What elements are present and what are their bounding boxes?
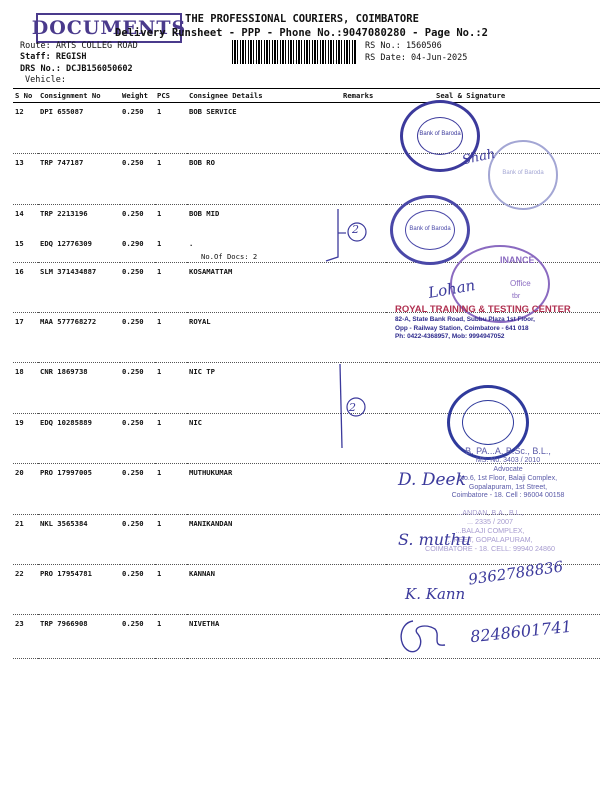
rs-number: RS No.: 1560506 (365, 41, 442, 51)
row-sno: 19 (13, 414, 38, 464)
signature-row-13: Shah (460, 146, 497, 169)
runsheet-title: Delivery Runsheet - PPP - Phone No.:9047080280 - Page No.:2 (115, 27, 488, 39)
row-sno: 13 (13, 154, 38, 205)
row-consignment: PRO 17954781 (38, 565, 120, 615)
row-consignee: ROYAL (187, 313, 341, 363)
bank-seal-b-text: Bank of Baroda (502, 170, 544, 176)
row-weight: 0.250 (122, 209, 144, 218)
col-consignee-header: Consignee Details (187, 89, 341, 103)
row-sno: 12 (13, 103, 38, 154)
row-remarks (341, 154, 386, 205)
row-pcs: 1 (157, 209, 162, 218)
vehicle-label: Vehicle: (25, 75, 66, 85)
signature-row-23-scribble (395, 615, 455, 657)
row-sno: 17 (13, 313, 38, 363)
row-consignee: NIVETHA (187, 615, 341, 659)
row-weight: 0.250 (120, 615, 155, 659)
row-remarks (341, 615, 386, 659)
row-pcs: 1 (155, 235, 187, 263)
row-consignment: EDQ 12776309 (38, 235, 120, 263)
col-pcs-header: PCS (155, 89, 187, 103)
row-consignment: PRO 17997005 (38, 464, 120, 515)
row-sno: 18 (13, 363, 38, 414)
bank-seal-c-text: Bank of Baroda (409, 226, 451, 232)
row-sno: 14 (15, 209, 24, 218)
row-pcs: 1 (155, 414, 187, 464)
row-sno: 23 (13, 615, 38, 659)
row-remarks (341, 515, 386, 565)
signature-row-20: D. Deek (398, 470, 466, 490)
row-weight: 0.250 (120, 464, 155, 515)
row-consignment: DPI 655087 (38, 103, 120, 154)
row-consignment: NKL 3565384 (38, 515, 120, 565)
faint-stamp-line5: COIMBATORE - 18. CELL: 99940 24860 (425, 544, 555, 553)
finance-seal-line3: tbr (512, 293, 521, 300)
row-pcs: 1 (155, 615, 187, 659)
row-weight: 0.250 (120, 515, 155, 565)
row-remarks (341, 313, 386, 363)
signature-row-22-name: K. Kann (405, 585, 466, 603)
col-weight-header: Weight (120, 89, 155, 103)
row-consignee: MUTHUKUMAR (187, 464, 341, 515)
row-consignment: TRP 2213196 (40, 209, 88, 218)
row-consignee: KOSAMATTAM (187, 263, 341, 313)
row-sno: 20 (13, 464, 38, 515)
col-remarks-header: Remarks (341, 89, 386, 103)
advocate-addr2: Gopalapuram, 1st Street, (468, 483, 548, 491)
row-sno: 21 (13, 515, 38, 565)
advocate-addr3: Coimbatore - 18. Cell : 96004 00158 (451, 492, 565, 500)
row-sno: 16 (13, 263, 38, 313)
bank-seal-c (390, 195, 470, 265)
table-row (13, 205, 600, 235)
faint-stamp-line3: ...BALAJI COMPLEX, (455, 526, 525, 535)
signature-row-22-phone: 9362788836 (467, 557, 565, 589)
row-consignee: MANIKANDAN (187, 515, 341, 565)
row-consignee: BOB RO (187, 154, 341, 205)
row-pcs: 1 (155, 263, 187, 313)
finance-seal-line1: INANCE (500, 255, 535, 265)
col-seal-header: Seal & Signature (386, 89, 600, 103)
row-remarks (341, 565, 386, 615)
row-pcs: 1 (155, 363, 187, 414)
row-sno: 15 (13, 235, 38, 263)
row-consignee: NIC (187, 414, 341, 464)
row-consignee (187, 235, 341, 263)
barcode (232, 40, 356, 64)
row-weight: 0.250 (120, 565, 155, 615)
row-weight: 0.250 (120, 154, 155, 205)
col-sno-header: S No (13, 89, 38, 103)
route-label: Route: ARTS COLLEG ROAD (20, 41, 138, 51)
row-consignee: BOB SERVICE (187, 103, 341, 154)
row-weight: 0.290 (120, 235, 155, 263)
row-sno: 22 (13, 565, 38, 615)
row-consignment: TRP 7966908 (38, 615, 120, 659)
row-weight: 0.250 (120, 363, 155, 414)
row-weight: 0.250 (120, 263, 155, 313)
faint-stamp-line4: ...REET, GOPALAPURAM, (447, 535, 533, 544)
row-weight: 0.250 (120, 313, 155, 363)
remarks-bracket-mark-a (320, 205, 380, 275)
row-consignment: CNR 1869738 (38, 363, 120, 414)
row-weight: 0.250 (120, 103, 155, 154)
signature-row-23-phone: 8248601741 (469, 616, 573, 647)
staff-label: Staff: REGISH (20, 52, 87, 62)
row-consignment: MAA 577768272 (38, 313, 120, 363)
training-center-line2: Opp - Railway Station, Coimbatore - 641 018 (395, 324, 529, 332)
bank-seal-b (488, 140, 558, 210)
row-pcs: 1 (155, 154, 187, 205)
docs-count: No.Of Docs: 2 (201, 251, 258, 261)
company-name: THE PROFESSIONAL COURIERS, COIMBATORE (185, 13, 419, 25)
training-center-line1: 82-A, State Bank Road, Subbu Plaza 1st Floor, (395, 316, 535, 324)
advocate-role: Advocate (493, 466, 523, 473)
row-weight: 0.250 (120, 414, 155, 464)
row-pcs: 1 (155, 464, 187, 515)
training-center-stamp (395, 304, 600, 341)
advocate-name: B. PA...A, B.Sc., B.L., (465, 446, 551, 456)
finance-seal-line2: Office (510, 279, 531, 288)
documents-stamp: DOCUMENTS (36, 13, 182, 43)
row-consignment: SLM 371434887 (38, 263, 120, 313)
row-consignee-text: . (189, 238, 194, 248)
table-header-row (13, 89, 600, 103)
row-consignment: TRP 747187 (38, 154, 120, 205)
advocate-addr1: No.6, 1st Floor, Balaji Complex, (458, 474, 558, 482)
remarks-mark-b-text: 2 (349, 401, 356, 414)
row-consignee: BOB MID (189, 209, 220, 218)
faint-stamp-line1: ...ANDAN, B.A., B.L., (456, 508, 524, 517)
row-consignment: EDQ 10285889 (38, 414, 120, 464)
training-center-title: ROYAL TRAINING & TESTING CENTER (395, 304, 571, 315)
row-pcs: 1 (155, 565, 187, 615)
rs-date: RS Date: 04-Jun-2025 (365, 53, 468, 63)
row-pcs: 1 (155, 515, 187, 565)
signature-row-21: S. muthu (398, 530, 472, 549)
row-consignee: KANNAN (187, 565, 341, 615)
row-pcs: 1 (155, 103, 187, 154)
row-pcs: 1 (155, 313, 187, 363)
col-consignment-header: Consignment No (38, 89, 120, 103)
advocate-ms-no: MS. No. 3403 / 2010 (475, 457, 541, 465)
drs-number: DRS No.: DCJB156050602 (20, 64, 133, 74)
bank-seal-a-text: Bank of Baroda (419, 131, 461, 137)
training-center-line3: Ph: 0422-4368957, Mob: 9994947052 (395, 333, 505, 340)
signature-row-17: Lohan (426, 276, 477, 302)
row-consignee: NIC TP (187, 363, 341, 414)
row-remarks (341, 103, 386, 154)
row-remarks (341, 464, 386, 515)
faint-stamp-line2: ... 2335 / 2007 (467, 517, 513, 526)
remarks-mark-a-text: 2 (352, 223, 359, 236)
